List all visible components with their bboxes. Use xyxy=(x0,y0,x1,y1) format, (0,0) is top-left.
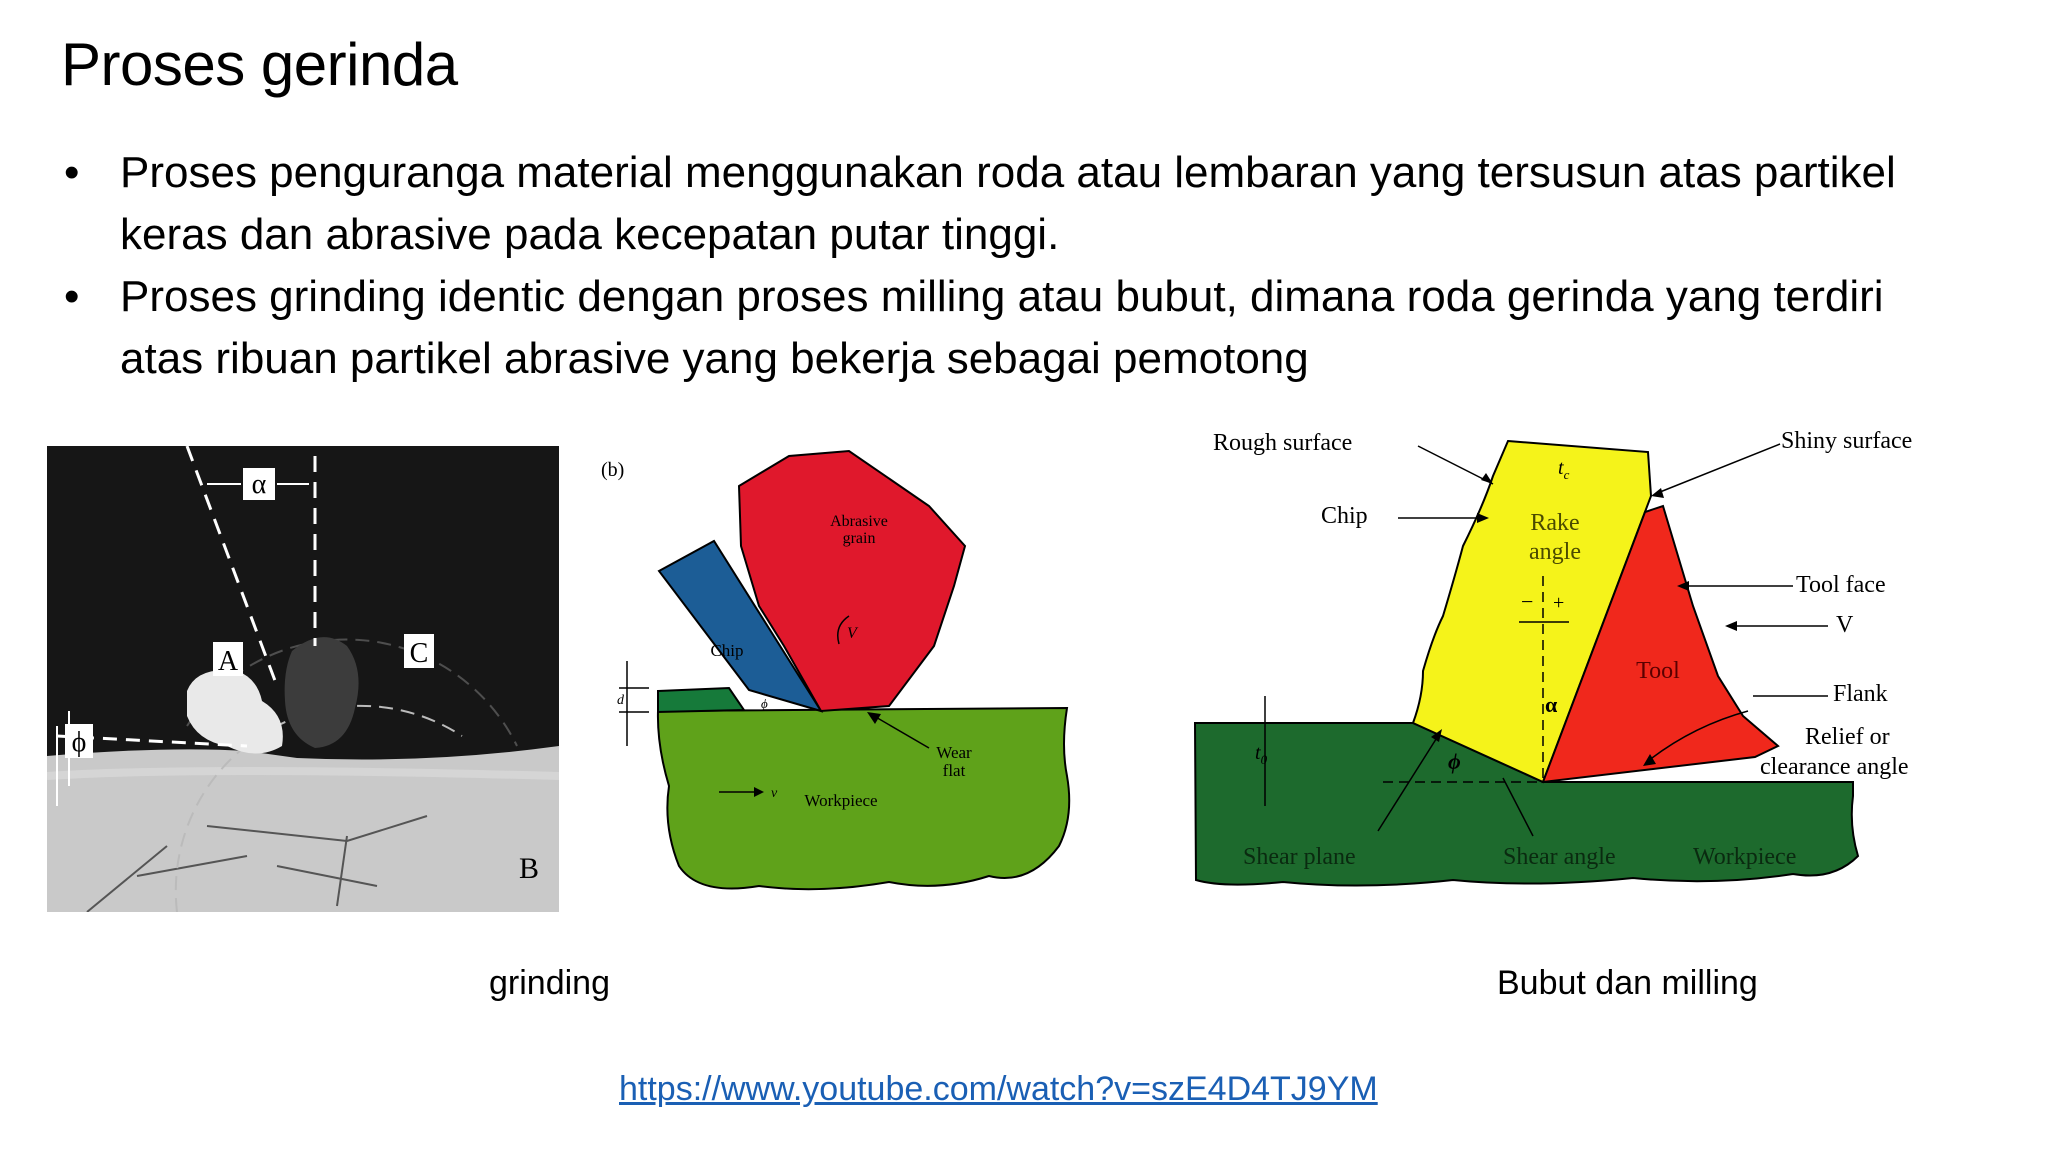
bullet-dot: • xyxy=(64,272,80,321)
depth-label: d xyxy=(617,693,624,708)
label-b: B xyxy=(518,852,540,885)
shear-plane-label: Shear plane xyxy=(1243,844,1356,870)
workpiece-label: Workpiece xyxy=(804,791,878,810)
youtube-link[interactable]: https://www.youtube.com/watch?v=szE4D4TJ9YM xyxy=(619,1070,1378,1108)
phi-label: ϕ xyxy=(761,696,768,711)
velocity-label: V xyxy=(1836,612,1854,638)
plus-sign: + xyxy=(1553,592,1565,614)
work-velocity-label: v xyxy=(771,786,778,801)
caption-bubut-milling: Bubut dan milling xyxy=(1497,964,1758,1002)
minus-sign: − xyxy=(1521,589,1534,614)
rake-label-2: angle xyxy=(1529,539,1581,565)
tc-label: $t_c$ xyxy=(1558,457,1570,482)
caption-grinding: grinding xyxy=(489,964,610,1002)
bullet-text: Proses grinding identic dengan proses milling atau bubut, dimana roda gerinda yang terdiri atas ribuan partikel abrasive yang bekerja sebagai pemotong xyxy=(120,272,1884,383)
bullet-dot: • xyxy=(64,148,80,197)
wear-label-1: Wear xyxy=(936,743,972,762)
abrasive-label-1: Abrasive xyxy=(830,513,888,530)
bullet-list xyxy=(60,142,1940,390)
label-a: A xyxy=(217,646,239,677)
grinding-photo xyxy=(47,446,559,912)
label-c: C xyxy=(409,638,429,669)
abrasive-label-2: grain xyxy=(842,530,876,547)
shiny-surface-label: Shiny surface xyxy=(1781,428,1913,454)
chip-label: Chip xyxy=(710,641,744,660)
alpha-label: α xyxy=(251,469,267,500)
wear-label-2: flat xyxy=(942,761,966,780)
t0-label: $t_0$ xyxy=(1255,742,1268,767)
slide-title: Proses gerinda xyxy=(61,31,458,98)
chip-label: Chip xyxy=(1321,503,1368,529)
shear-angle-label: Shear angle xyxy=(1503,844,1616,870)
panel-label-b: (b) xyxy=(601,459,625,481)
rough-surface-label: Rough surface xyxy=(1213,430,1353,456)
grain-velocity-label: V xyxy=(847,625,857,642)
phi-label: ϕ xyxy=(71,727,87,758)
relief-label-1: Relief or xyxy=(1805,724,1890,750)
tool-label: Tool xyxy=(1636,658,1680,684)
phi-label: ϕ xyxy=(1448,749,1461,774)
rake-label-1: Rake xyxy=(1530,510,1580,536)
relief-label-2: clearance angle xyxy=(1760,754,1909,780)
cutting-diagram xyxy=(1193,426,1988,912)
flank-label: Flank xyxy=(1833,681,1888,707)
workpiece-label: Workpiece xyxy=(1693,844,1797,870)
tool-face-label: Tool face xyxy=(1796,572,1886,598)
bullet-text: Proses penguranga material menggunakan roda atau lembaran yang tersusun atas partikel keras dan abrasive pada kecepatan putar tinggi. xyxy=(120,148,1896,259)
bullet-item xyxy=(60,266,1940,390)
bullet-item xyxy=(60,142,1940,266)
alpha-label: α xyxy=(1545,692,1558,717)
wear-flat-strip xyxy=(658,688,744,712)
abrasive-grain-diagram xyxy=(559,446,1079,912)
